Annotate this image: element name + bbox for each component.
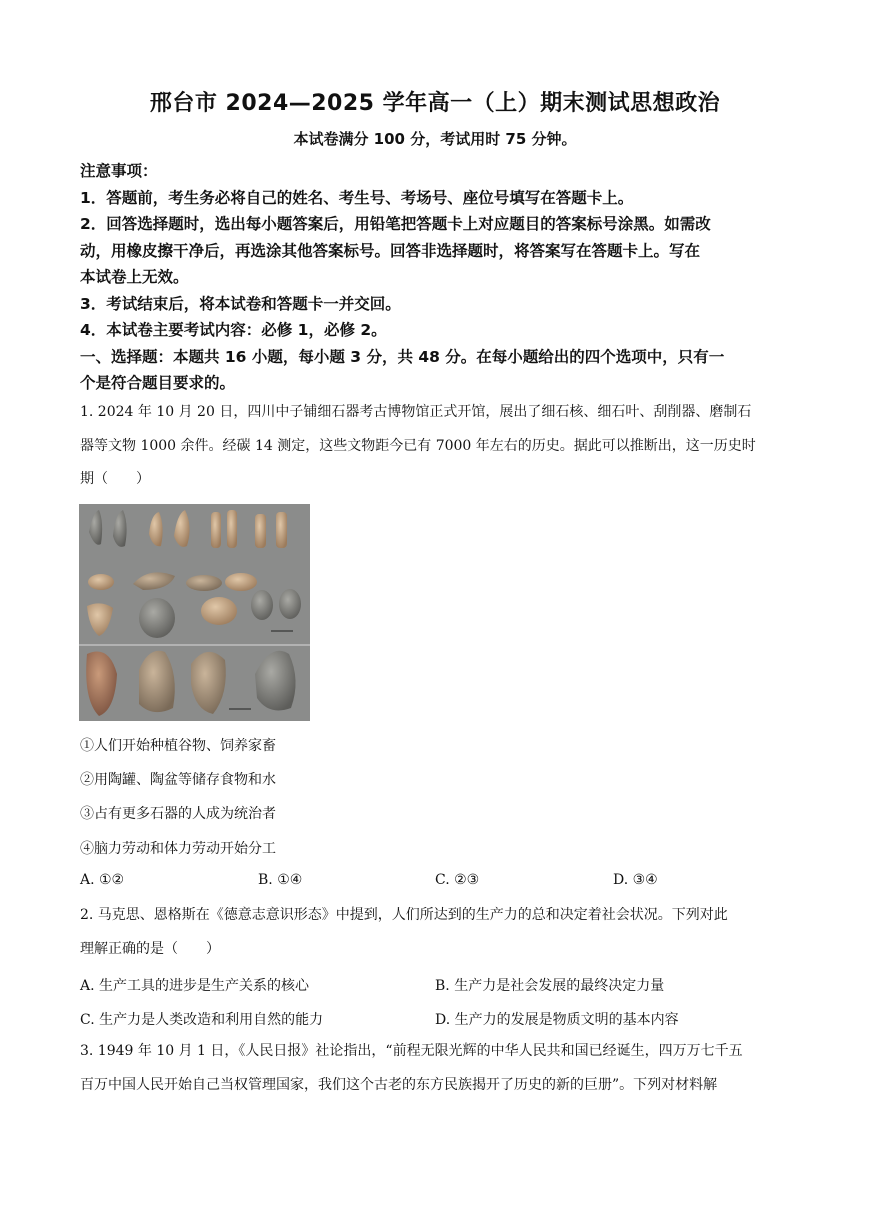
question-2-stem (80, 899, 800, 966)
instruction-line: 本试卷上无效。 (80, 268, 189, 286)
question-line: 2. 马克思、恩格斯在《德意志意识形态》中提到，人们所达到的生产力的总和决定着社会状况。下列对此 (80, 907, 728, 923)
instruction-line: 4．本试卷主要考试内容：必修 1，必修 2。 (80, 321, 387, 339)
option-a[interactable]: A. ①② (80, 872, 125, 888)
page-title: 邢台市 2024—2025 学年高一（上）期末测试思想政治 (149, 91, 721, 116)
question-line: 3. 1949 年 10 月 1 日，《人民日报》社论指出，“前程无限光辉的中华人民共和国已经诞生，四万万七千五 (80, 1043, 743, 1059)
statement-2: ②用陶罐、陶盆等储存食物和水 (80, 772, 276, 788)
section-heading: 一、选择题：本题共 16 小题，每小题 3 分，共 48 分。在每小题给出的四个选项中，只有一 (80, 347, 725, 366)
question-1-stem (80, 396, 800, 497)
question-line: 百万中国人民开始自己当权管理国家，我们这个古老的东方民族揭开了历史的新的巨册”。下列对材料解 (80, 1076, 718, 1093)
option-c[interactable]: C. 生产力是人类改造和利用自然的能力 (80, 1012, 324, 1028)
option-c[interactable]: C. ②③ (435, 872, 480, 888)
statement-4: ④脑力劳动和体力劳动开始分工 (80, 841, 276, 857)
section-heading: 个是符合题目要求的。 (80, 374, 236, 392)
statement-3: ③占有更多石器的人成为统治者 (80, 806, 276, 822)
stone-artifacts-illustration (79, 504, 310, 721)
question-2-options-row-1 (80, 975, 800, 999)
instruction-line: 2．回答选择题时，选出每小题答案后，用铅笔把答题卡上对应题目的答案标号涂黑。如需改 (80, 215, 711, 233)
statement-1: ①人们开始种植谷物、饲养家畜 (80, 738, 276, 754)
instruction-line: 动，用橡皮擦干净后，再选涂其他答案标号。回答非选择题时，将答案写在答题卡上。写在 (80, 241, 701, 260)
option-d[interactable]: D. ③④ (613, 872, 658, 888)
stone-artifacts-photo (79, 504, 310, 721)
question-2-options-row-2 (80, 1009, 800, 1033)
instructions-heading: 注意事项： (80, 162, 158, 180)
instructions-block (80, 158, 800, 397)
question-line: 期（ ） (80, 471, 150, 487)
option-b[interactable]: B. ①④ (258, 872, 303, 888)
question-line: 1. 2024 年 10 月 20 日，四川中子铺细石器考古博物馆正式开馆，展出了细石核、细石叶、刮削器、磨制石 (80, 404, 752, 420)
question-1-options (80, 872, 800, 896)
question-line: 器等文物 1000 余件。经碳 14 测定，这些文物距今已有 7000 年左右的历史。据此可以推断出，这一历史时 (80, 437, 756, 454)
option-d[interactable]: D. 生产力的发展是物质文明的基本内容 (435, 1012, 679, 1028)
option-a[interactable]: A. 生产工具的进步是生产关系的核心 (80, 978, 310, 994)
instruction-line: 3．考试结束后，将本试卷和答题卡一并交回。 (80, 294, 401, 313)
instruction-line: 1．答题前，考生务必将自己的姓名、考生号、考场号、座位号填写在答题卡上。 (80, 188, 634, 207)
question-line: 理解正确的是（ ） (80, 940, 220, 957)
option-b[interactable]: B. 生产力是社会发展的最终决定力量 (435, 978, 665, 994)
question-3-stem (80, 1035, 800, 1102)
page-subtitle: 本试卷满分 100 分，考试用时 75 分钟。 (293, 130, 577, 148)
